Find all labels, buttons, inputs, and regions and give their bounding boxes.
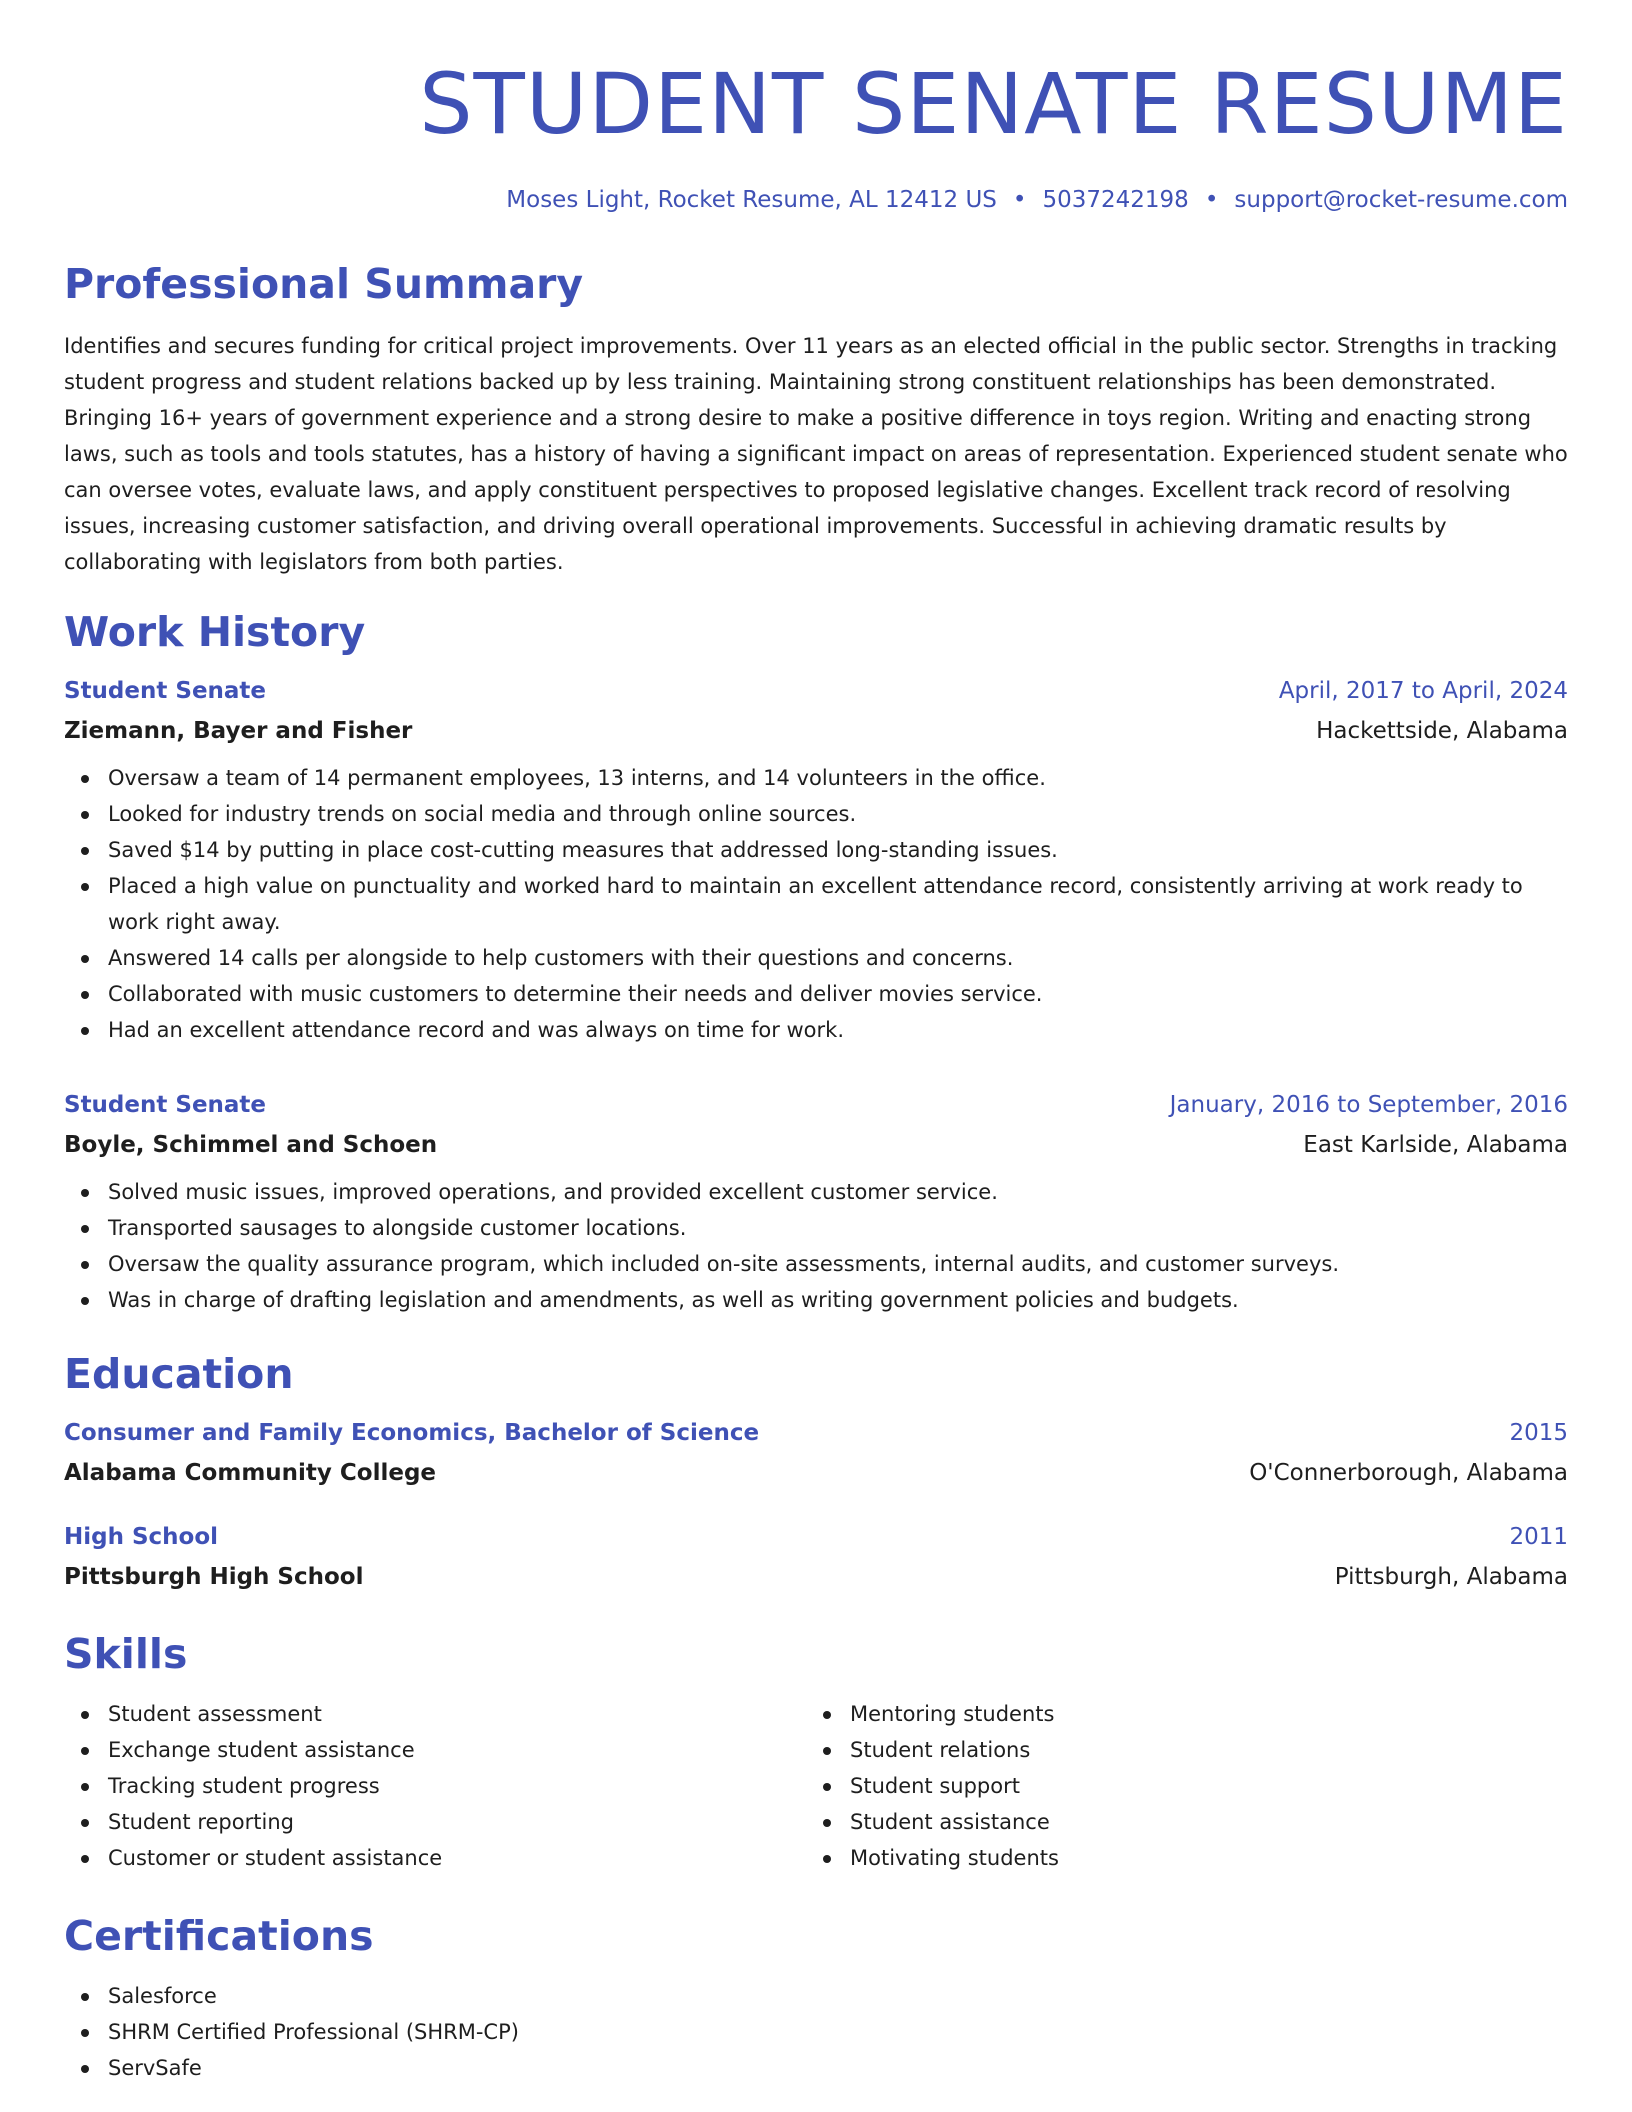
job-title-row — [64, 674, 1568, 708]
job-company: Ziemann, Bayer and Fisher — [64, 718, 413, 744]
skill-item: Student support — [806, 1768, 1548, 1804]
job-bullet: Had an excellent attendance record and was always on time for work. — [64, 1012, 1568, 1048]
education-entry — [64, 1416, 1568, 1490]
job-bullets — [64, 760, 1568, 1048]
skill-item: Student assessment — [64, 1696, 806, 1732]
job-company-row — [64, 714, 1568, 748]
skills-columns — [64, 1696, 1568, 1876]
contact-separator: • — [1012, 187, 1027, 213]
job-bullet: Looked for industry trends on social media and through online sources. — [64, 796, 1568, 832]
skill-item: Student relations — [806, 1732, 1548, 1768]
contact-separator: • — [1204, 187, 1219, 213]
job-bullet: Answered 14 calls per alongside to help customers with their questions and concerns. — [64, 940, 1568, 976]
education-degree-row — [64, 1520, 1568, 1554]
job-title: Student Senate — [64, 1092, 267, 1118]
job-bullet: Placed a high value on punctuality and worked hard to maintain an excellent attendance record, consistently arriving at work ready to work right away. — [64, 868, 1568, 940]
education-school-row — [64, 1456, 1568, 1490]
skill-item: Mentoring students — [806, 1696, 1548, 1732]
certifications-list — [64, 1978, 1568, 2086]
skill-item: Tracking student progress — [64, 1768, 806, 1804]
job-dates: April, 2017 to April, 2024 — [1278, 678, 1568, 704]
job-location: Hackettside, Alabama — [1316, 718, 1568, 744]
job-bullet: Solved music issues, improved operations, and provided excellent customer service. — [64, 1174, 1568, 1210]
job-bullet: Saved $14 by putting in place cost-cutting measures that addressed long-standing issues. — [64, 832, 1568, 868]
job-entry — [64, 674, 1568, 1048]
job-bullet: Oversaw a team of 14 permanent employees, 13 interns, and 14 volunteers in the office. — [64, 760, 1568, 796]
education-school: Alabama Community College — [64, 1460, 437, 1486]
education-school: Pittsburgh High School — [64, 1564, 364, 1590]
contact-phone: 5037242198 — [1042, 187, 1189, 213]
education-year: 2011 — [1509, 1524, 1568, 1550]
education-degree-row — [64, 1416, 1568, 1450]
education-degree: High School — [64, 1524, 219, 1550]
job-dates: January, 2016 to September, 2016 — [1169, 1092, 1568, 1118]
skill-item: Student assistance — [806, 1804, 1548, 1840]
skills-heading: Skills — [64, 1630, 188, 1678]
job-company-row — [64, 1128, 1568, 1162]
education-location: Pittsburgh, Alabama — [1334, 1564, 1568, 1590]
education-entry — [64, 1520, 1568, 1594]
contact-address: Moses Light, Rocket Resume, AL 12412 US — [506, 187, 997, 213]
resume-page — [64, 0, 1568, 2086]
skill-item: Student reporting — [64, 1804, 806, 1840]
contact-line — [64, 186, 1568, 214]
summary-heading: Professional Summary — [64, 260, 584, 308]
summary-text: Identifies and secures funding for critical project improvements. Over 11 years as an elected official in the public sector. Strengths in tracking student progress and student relations backed up by less training. Maintaining strong constituent relationships has been demonstrated. Bringing 16+ years of government experience and a strong desire to make a positive difference in toys region. Writing and enacting strong laws, such as tools and tools statutes, has a history of having a significant impact on areas of representation. Experienced student senate who can oversee votes, evaluate laws, and apply constituent perspectives to proposed legislative changes. Excellent track record of resolving issues, increasing customer satisfaction, and driving overall operational improvements. Successful in achieving dramatic results by collaborating with legislators from both parties. — [64, 334, 1568, 574]
resume-title: STUDENT SENATE RESUME — [419, 55, 1568, 153]
skills-list-right — [806, 1696, 1548, 1876]
skill-item: Exchange student assistance — [64, 1732, 806, 1768]
work-history-heading: Work History — [64, 608, 366, 656]
job-company: Boyle, Schimmel and Schoen — [64, 1132, 438, 1158]
education-location: O'Connerborough, Alabama — [1249, 1460, 1568, 1486]
job-bullets — [64, 1174, 1568, 1318]
certification-item: SHRM Certified Professional (SHRM-CP) — [64, 2014, 1568, 2050]
job-title-row — [64, 1088, 1568, 1122]
skills-list-left — [64, 1696, 806, 1876]
certification-item: ServSafe — [64, 2050, 1568, 2086]
contact-email: support@rocket-resume.com — [1234, 187, 1568, 213]
certifications-heading: Certifications — [64, 1912, 374, 1960]
education-heading: Education — [64, 1350, 294, 1398]
job-bullet: Collaborated with music customers to determine their needs and deliver movies service. — [64, 976, 1568, 1012]
job-bullet: Was in charge of drafting legislation and amendments, as well as writing government policies and budgets. — [64, 1282, 1568, 1318]
job-entry — [64, 1088, 1568, 1318]
education-school-row — [64, 1560, 1568, 1594]
job-bullet: Transported sausages to alongside customer locations. — [64, 1210, 1568, 1246]
job-location: East Karlside, Alabama — [1303, 1132, 1568, 1158]
skill-item: Customer or student assistance — [64, 1840, 806, 1876]
job-title: Student Senate — [64, 678, 267, 704]
education-degree: Consumer and Family Economics, Bachelor of Science — [64, 1420, 760, 1446]
certification-item: Salesforce — [64, 1978, 1568, 2014]
education-year: 2015 — [1509, 1420, 1568, 1446]
skill-item: Motivating students — [806, 1840, 1548, 1876]
job-bullet: Oversaw the quality assurance program, which included on-site assessments, internal audits, and customer surveys. — [64, 1246, 1568, 1282]
